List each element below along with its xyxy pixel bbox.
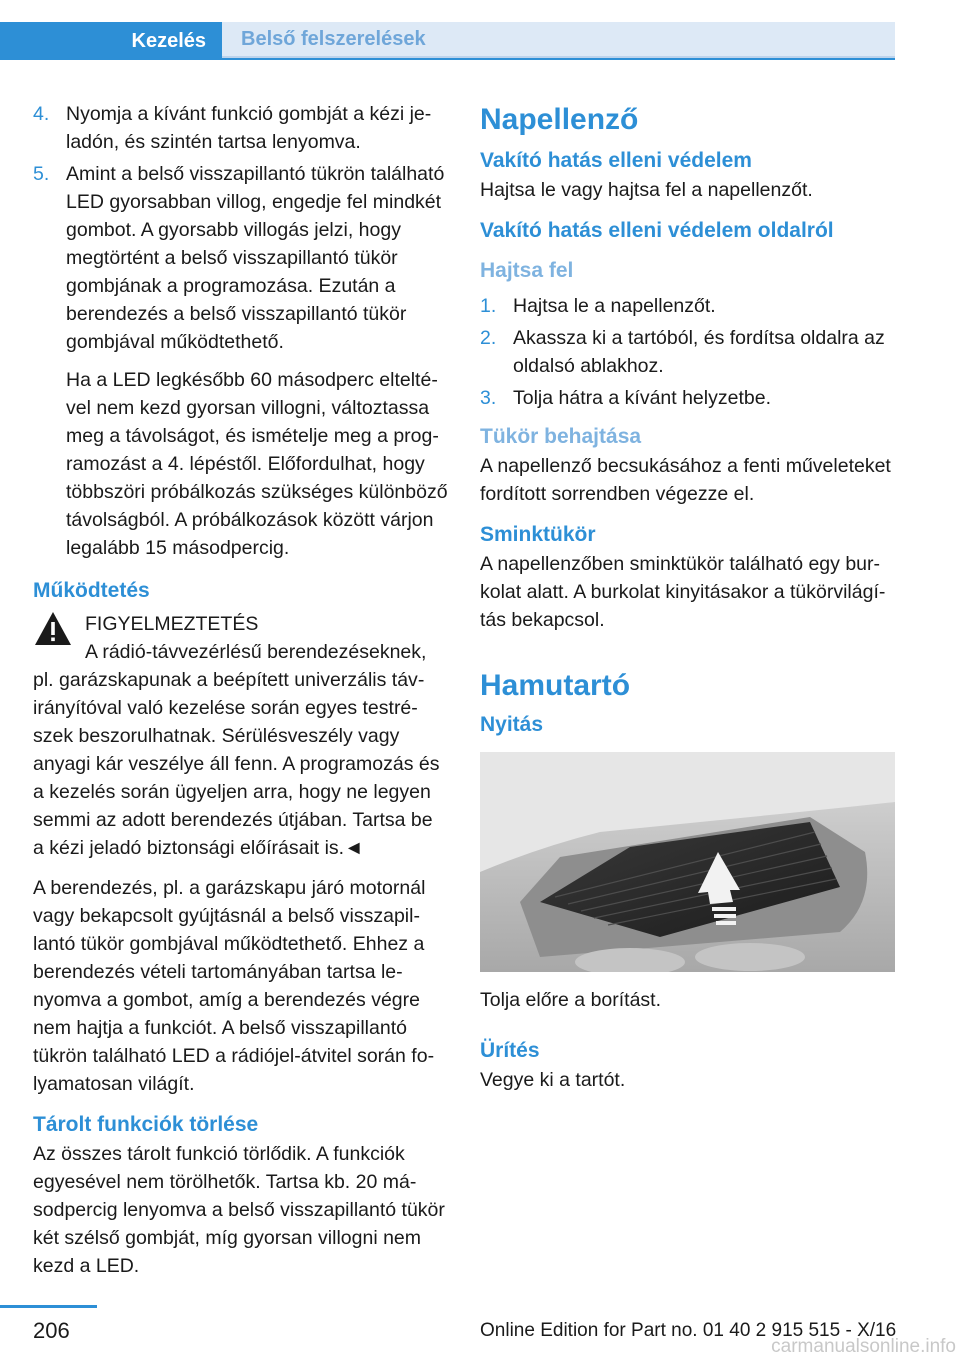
watermark: carmanualsonline.info [771, 1336, 956, 1357]
header-chapter-tab: Kezelés [0, 22, 222, 60]
section-heading-open: Nyitás [480, 713, 544, 736]
step-number: 3. [480, 387, 497, 409]
warning-lead: A rádió-távvezérlésű berendezéseknek, [85, 641, 427, 663]
chapter-heading-ashtray: Hamutartó [480, 669, 631, 702]
section-heading-empty: Ürítés [480, 1039, 540, 1062]
vanity-text: A napellenzőben sminktükör található egy burkolat alatt. A burkolat kinyitásakor a tükörvilágítás bekapcsol. [480, 553, 886, 631]
warning-text: pl. garázskapunak a beépített univerzális távirányítóval való kezelése során egyes testrészek beszorulhatnak. Sérülésveszély vagy anyagi kár veszélye áll fenn. A programozás és a kezelés során ügyeljen arra, hogy ne legyen semmi az adott berendezés útjában. Tartsa be a kézi jeladó biztonsági előírásait is.◄ [33, 669, 440, 859]
header-rule [0, 58, 895, 60]
step-number: 1. [480, 295, 497, 317]
list-item [480, 292, 898, 320]
step-text: Hajtsa le a napellenzőt. [513, 295, 716, 317]
list-item [33, 160, 448, 562]
header-section-tab: Belső felszerelések [222, 22, 895, 58]
open-text: Tolja előre a borítást. [480, 989, 662, 1011]
step-note: Ha a LED legkésőbb 60 másodperc elteltével nem kezd gyorsan villogni, változtassa meg a távolságot, és ismételje meg a programozást a 4. lépéstől. Előfordulhat, hogy többszöri próbálkozás szükséges különböző távolságból. A próbálkozások között várjon legalább 15 másodpercig. [66, 369, 448, 559]
warning-block [33, 610, 448, 666]
section-heading-delete: Tárolt funkciók törlése [33, 1113, 259, 1136]
list-item [33, 100, 448, 156]
subheading-fold-up: Hajtsa fel [480, 259, 574, 282]
step-text: Tolja hátra a kívánt helyzetbe. [513, 387, 771, 409]
edition-text: Online Edition for Part no. 01 40 2 915 515 - X/16 [480, 1320, 897, 1341]
mirror-fold-text: A napellenző becsukásához a fenti műveleteket fordított sorrendben végezze el. [480, 455, 891, 505]
list-item [480, 324, 898, 380]
warning-title: FIGYELMEZTETÉS [85, 613, 259, 635]
step-text: Akassza ki a tartóból, és fordítsa oldalra az oldalsó ablakhoz. [513, 327, 885, 377]
empty-text: Vegye ki a tartót. [480, 1069, 626, 1091]
step-number: 5. [33, 163, 50, 185]
fold-steps [480, 292, 898, 412]
right-column [480, 100, 898, 1106]
section-heading-glare: Vakító hatás elleni védelem [480, 149, 752, 172]
page-header [0, 22, 895, 60]
delete-text: Az összes tárolt funkció törlődik. A funkciók egyesével nem törölhetők. Tartsa kb. 20 másodpercig lenyomva a belső visszapillantó tükör két szélső gombját, míg gyorsan villogni nem kezd a LED. [33, 1143, 445, 1277]
list-item [480, 384, 898, 412]
page-number: 206 [33, 1318, 70, 1343]
programming-steps [33, 100, 448, 562]
section-heading-operation: Működtetés [33, 579, 150, 602]
chapter-heading-sun-visor: Napellenző [480, 103, 639, 136]
operation-text: A berendezés, pl. a garázskapu járó motornál vagy bekapcsolt gyújtásnál a belső visszapillantó tükör gombjával működtethető. Ehhez a berendezés vételi tartományában tartsa lenyomva a gombot, amíg a berendezés végre nem hajtja a funkciót. A belső visszapillantó tükrön található LED a rádiójel-átvitel során folyamatosan világít. [33, 877, 435, 1095]
left-column [33, 100, 448, 1292]
section-heading-vanity-mirror: Sminktükör [480, 523, 596, 546]
step-number: 4. [33, 103, 50, 125]
warning-triangle-icon [33, 610, 73, 648]
footer-rule [0, 1305, 97, 1308]
step-text: Nyomja a kívánt funkció gombját a kézi jeladón, és szintén tartsa lenyomva. [66, 103, 432, 153]
ashtray-cover-photo [480, 752, 895, 972]
glare-text: Hajtsa le vagy hajtsa fel a napellenzőt. [480, 179, 813, 201]
section-heading-glare-side: Vakító hatás elleni védelem oldalról [480, 219, 834, 242]
step-text: Amint a belső visszapillantó tükrön található LED gyorsabban villog, engedje fel mindkét gombot. A gyorsabb villogás jelzi, hogy megtörtént a belső visszapillantó tükör gombjának a programozása. Ezután a berendezés a belső visszapillantó tükör gombjával működtethető. [66, 163, 445, 353]
step-number: 2. [480, 327, 497, 349]
subheading-mirror-fold: Tükör behajtása [480, 425, 642, 448]
